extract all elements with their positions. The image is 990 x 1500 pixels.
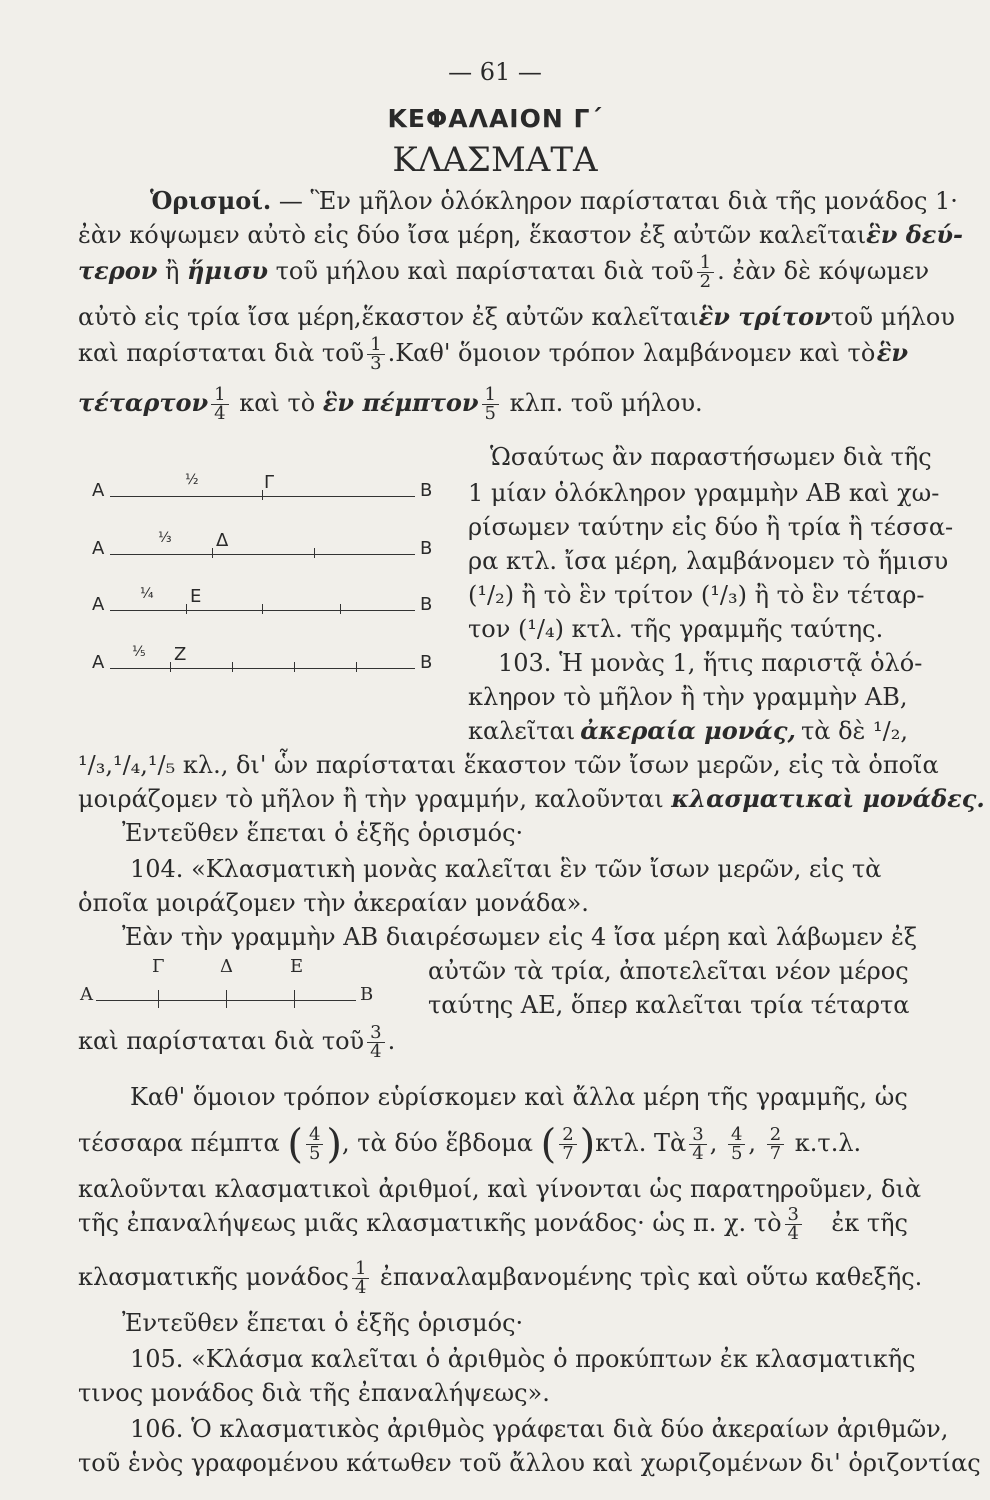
chapter-heading: ΚΕΦΑΛΑΙΟΝ Γ΄	[387, 104, 603, 133]
paragraph-line: τέσσαρα πέμπτα ( $\frac{4}{5}$ ), τὰ δύο ἕβδομα ( $\frac{2}{7}$ )κτλ. Τὰ $\frac{3}{4}$ , $\frac{4}{5}$ , $\frac{2}{7}$ κ.τ.λ.	[78, 1121, 862, 1168]
side-text-line: Ὡσαύτως ἂν παραστήσωμεν διὰ τῆς	[490, 443, 932, 471]
paragraph-line: 106. Ὁ κλασματικὸς ἀριθμὸς γράφεται διὰ δύο ἀκεραίων ἀριθμῶν,	[130, 1415, 949, 1443]
fraction-two-sevenths: $\frac{2}{7}$	[559, 1126, 576, 1163]
paragraph-line: τοῦ ἑνὸς γραφομένου κάτωθεν τοῦ ἄλλου καὶ χωριζομένων δι' ὁριζοντίας	[78, 1449, 981, 1477]
paragraph-line: ὁποῖα μοιράζομεν τὴν ἀκεραίαν μονάδα».	[78, 889, 589, 917]
paragraph-line: 104. «Κλασματικὴ μονὰς καλεῖται ἓν τῶν ἴσων μερῶν, εἰς τὰ	[130, 855, 882, 883]
paragraph-line: ¹/₃,¹/₄,¹/₅ κλ., δι' ὧν παρίσταται ἕκαστον τῶν ἴσων μερῶν, εἰς τὰ ὁποῖα	[78, 751, 939, 779]
paragraph-line: κλασματικῆς μονάδος $\frac{1}{4}$ ἐπαναλαμβανομένης τρὶς καὶ οὕτω καθεξῆς.	[78, 1258, 923, 1298]
paragraph-line: Ἐὰν τὴν γραμμὴν ΑΒ διαιρέσωμεν εἰς 4 ἴσα μέρη καὶ λάβωμεν ἐξ	[122, 923, 918, 951]
definition-line-2: ἐὰν κόψωμεν αὐτὸ εἰς δύο ἴσα μέρη, ἕκαστον ἐξ αὐτῶν καλεῖται ἓν δεύ-	[78, 220, 963, 249]
definition-label: Ὁρισμοί.	[150, 186, 272, 215]
chapter-title: ΚΛΑΣΜΑΤΑ	[392, 140, 598, 180]
paragraph-line: καλοῦνται κλασματικοὶ ἀριθμοί, καὶ γίνονται ὡς παρατηροῦμεν, διὰ	[78, 1175, 922, 1203]
fraction-one-half: $\frac{1}{2}$	[697, 254, 714, 291]
side-text-line: (¹/₂) ἢ τὸ ἓν τρίτον (¹/₃) ἢ τὸ ἓν τέταρ-	[468, 581, 925, 609]
side-text-line: ρίσωμεν ταύτην εἰς δύο ἢ τρία ἢ τέσσα-	[468, 513, 954, 541]
side-text-line: τον (¹/₄) κτλ. τῆς γραμμῆς ταύτης.	[468, 615, 884, 643]
definition-line-4: αὐτὸ εἰς τρία ἴσα μέρη,ἕκαστον ἐξ αὐτῶν καλεῖται ἓν τρίτον τοῦ μήλου	[78, 302, 955, 331]
side-text-line: καλεῖται ἀκεραία μονάς, τὰ δὲ ¹/₂,	[468, 716, 908, 745]
segment-line	[110, 668, 415, 669]
paragraph-line: τῆς ἐπαναλήψεως μιᾶς κλασματικῆς μονάδος· ὡς π. χ. τὸ $\frac{3}{4}$ ἐκ τῆς	[78, 1204, 908, 1244]
segment-line	[110, 554, 415, 555]
side-text-line: 1 μίαν ὁλόκληρον γραμμὴν ΑΒ καὶ χω-	[468, 479, 940, 507]
definition-line-1: Ὁρισμοί. — Ἓν μῆλον ὁλόκληρον παρίσταται διὰ τῆς μονάδος 1·	[150, 186, 958, 215]
paragraph-line: αὐτῶν τὰ τρία, ἀποτελεῖται νέον μέρος	[428, 957, 909, 985]
definition-line-5: καὶ παρίσταται διὰ τοῦ $\frac{1}{3}$ .Καθ' ὅμοιον τρόπον λαμβάνομεν καὶ τὸ ἓν	[78, 334, 908, 374]
paragraph-line: τινος μονάδος διὰ τῆς ἐπαναλήψεως».	[78, 1379, 550, 1407]
paragraph-line: Ἐντεῦθεν ἕπεται ὁ ἑξῆς ὁρισμός·	[122, 819, 524, 847]
paragraph-line: Καθ' ὅμοιον τρόπον εὑρίσκομεν καὶ ἄλλα μέρη τῆς γραμμῆς, ὡς	[130, 1083, 908, 1111]
page-number: — 61 —	[448, 58, 542, 86]
paragraph-line: ταύτης ΑΕ, ὅπερ καλεῖται τρία τέταρτα	[428, 991, 910, 1019]
side-text-line: κληρον τὸ μῆλον ἢ τὴν γραμμὴν ΑΒ,	[468, 683, 908, 711]
definition-line-3: τερον ἢ ἥμισυ τοῦ μήλου καὶ παρίσταται διὰ τοῦ $\frac{1}{2}$ . ἐὰν δὲ κόψωμεν	[78, 252, 930, 292]
side-text-line: 103. Ἡ μονὰς 1, ἥτις παριστᾷ ὁλό-	[498, 649, 923, 677]
definition-line-6: τέταρτον $\frac{1}{4}$ καὶ τὸ ἓν πέμπτον $\frac{1}{5}$ κλπ. τοῦ μήλου.	[78, 384, 703, 424]
paragraph-line: μοιράζομεν τὸ μῆλον ἢ τὴν γραμμήν, καλοῦνται κλασματικαὶ μονάδες.	[78, 784, 985, 813]
fraction-four-fifths: $\frac{4}{5}$	[306, 1126, 323, 1163]
fraction-three-quarters: $\frac{3}{4}$	[367, 1024, 384, 1061]
paragraph-line: καὶ παρίσταται διὰ τοῦ $\frac{3}{4}$ .	[78, 1022, 396, 1062]
side-text-line: ρα κτλ. ἴσα μέρη, λαμβάνομεν τὸ ἥμισυ	[468, 547, 949, 575]
paragraph-line: 105. «Κλάσμα καλεῖται ὁ ἀριθμὸς ὁ προκύπτων ἐκ κλασματικῆς	[130, 1345, 916, 1373]
fraction-one-quarter: $\frac{1}{4}$	[211, 386, 228, 423]
fraction-one-third: $\frac{1}{3}$	[367, 336, 384, 373]
fraction-one-fifth: $\frac{1}{5}$	[482, 386, 499, 423]
book-page: — 61 — ΚΕΦΑΛΑΙΟΝ Γ΄ ΚΛΑΣΜΑΤΑ Ὁρισμοί. — Ἓν μῆλον ὁλόκληρον παρίσταται διὰ τῆς μονάδος 1· ἐὰν κόψωμεν αὐτὸ εἰς δύο ἴσα μέρη, ἕκαστον ἐξ αὐτῶν καλεῖται ἓν δεύ- τερον ἢ ἥμισυ τοῦ μήλου καὶ παρίσταται διὰ τοῦ $\frac{1}{2}$ . ἐὰν δὲ κόψωμεν αὐτὸ εἰς τρία ἴσα μέρη,ἕκαστον ἐξ αὐτῶν καλεῖται ἓν τρίτον τοῦ μήλου καὶ παρίσταται διὰ τοῦ $\frac{1}{3}$ .Καθ' ὅμοιον τρόπον λαμβάνομεν καὶ τὸ ἓν τέταρτον $\frac{1}{4}$ καὶ τὸ ἓν πέμπτον $\frac{1}{5}$ κλπ. τοῦ μήλου. Α ½ Γ Β Α ⅓ Δ Β Α ¼ Ε Β Α ⅕ Ζ Β Ὡσαύτως ἂν παραστήσωμεν διὰ τῆς 1 μίαν ὁλόκληρον γραμμὴν ΑΒ καὶ χω- ρίσωμεν ταύτην εἰς δύο ἢ τρία ἢ τέσσα- ρα κτλ. ἴσα μέρη, λαμβάνομεν τὸ ἥμισυ (¹/₂) ἢ τὸ ἓν τρίτον (¹/₃) ἢ τὸ ἓν τέταρ- τον (¹/₄) κτλ. τῆς γραμμῆς ταύτης. 103. Ἡ μονὰς 1, ἥτις παριστᾷ ὁλό- κληρον τὸ μῆλον ἢ τὴν γραμμὴν ΑΒ, καλεῖται ἀκεραία μονάς, τὰ δὲ ¹/₂, ¹/₃,¹/₄,¹/₅ κλ., δι' ὧν παρίσταται ἕκαστον τῶν ἴσων μερῶν, εἰς τὰ ὁποῖα μοιράζομεν τὸ μῆλον ἢ τὴν γραμμήν, καλοῦνται κλασματικαὶ μονάδες. Ἐντεῦθεν ἕπεται ὁ ἑξῆς ὁρισμός· 104. «Κλασματικὴ μονὰς καλεῖται ἓν τῶν ἴσων μερῶν, εἰς τὰ ὁποῖα μοιράζομεν τὴν ἀκεραίαν μονάδα». Ἐὰν τὴν γραμμὴν ΑΒ διαιρέσωμεν εἰς 4 ἴσα μέρη καὶ λάβωμεν ἐξ Γ Δ Ε Α Β αὐτῶν τὰ τρία, ἀποτελεῖται νέον μέρος ταύτης ΑΕ, ὅπερ καλεῖται τρία τέταρτα καὶ παρίσταται διὰ τοῦ $\frac{3}{4}$ . Καθ' ὅμοιον τρόπον εὑρίσκομεν καὶ ἄλλα μέρη τῆς γραμμῆς, ὡς τέσσαρα πέμπτα ( $\frac{4}{5}$ ), τὰ δύο ἕβδομα ( $\frac{2}{7}$ )κτλ. Τὰ $\frac{3}{4}$ , $\frac{4}{5}$ , $\frac{2}{7}$ κ.τ.λ. καλοῦνται κλασματικοὶ ἀριθμοί, καὶ γίνονται ὡς παρατηροῦμεν, διὰ τῆς ἐπαναλήψεως μιᾶς κλασματικῆς μονάδος· ὡς π. χ. τὸ $\frac{3}{4}$ ἐκ τῆς κλασματικῆς μονάδος $\frac{1}{4}$ ἐπαναλαμβανομένης τρὶς καὶ οὕτω καθεξῆς. Ἐντεῦθεν ἕπεται ὁ ἑξῆς ὁρισμός· 105. «Κλάσμα καλεῖται ὁ ἀριθμὸς ὁ προκύπτων ἐκ κλασματικῆς τινος μονάδος διὰ τῆς ἐπαναλήψεως». 106. Ὁ κλασματικὸς ἀριθμὸς γράφεται διὰ δύο ἀκεραίων ἀριθμῶν, τοῦ ἑνὸς γραφομένου κάτωθεν τοῦ ἄλλου καὶ χωριζομένων δι' ὁριζοντίας	[0, 0, 990, 1500]
paragraph-line: Ἐντεῦθεν ἕπεται ὁ ἑξῆς ὁρισμός·	[122, 1309, 524, 1337]
